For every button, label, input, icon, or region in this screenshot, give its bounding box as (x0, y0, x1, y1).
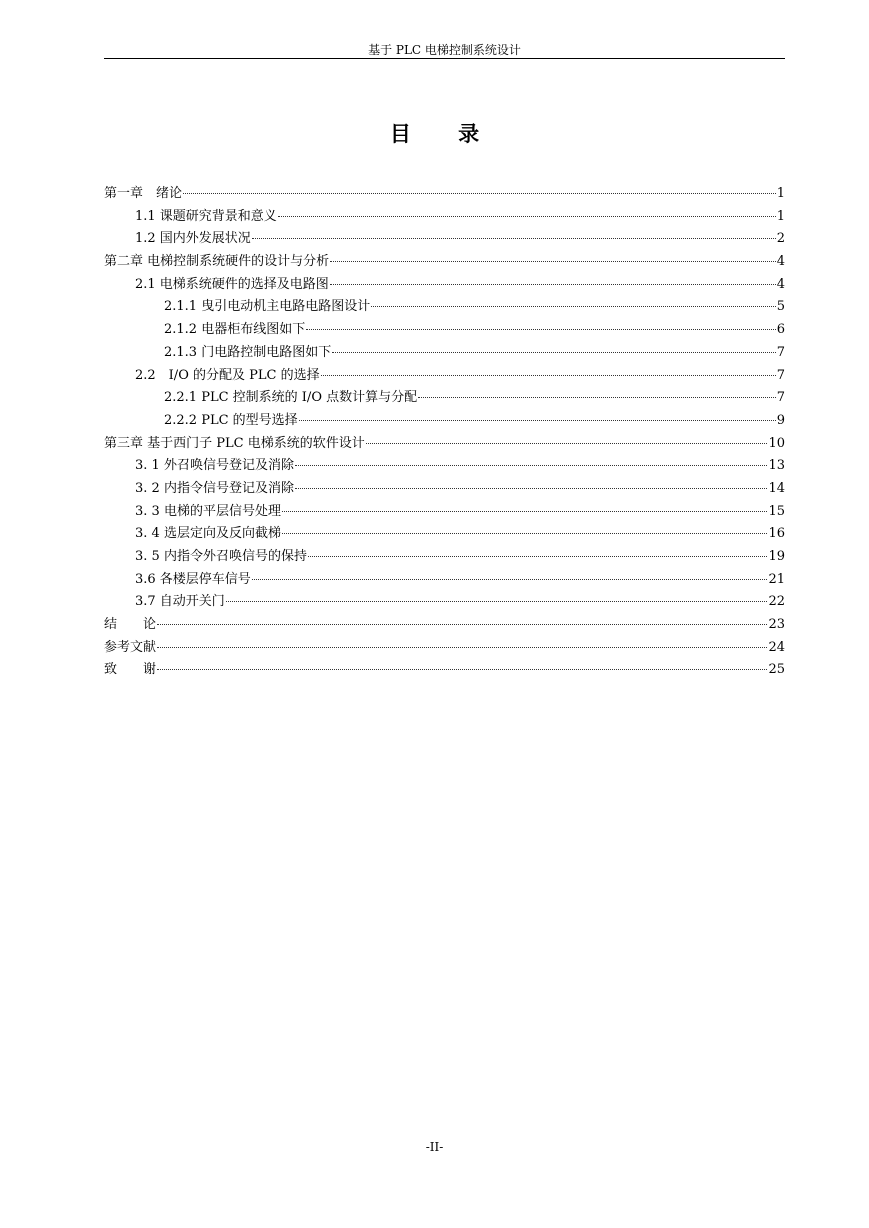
toc-entry-label: 3.7 自动开关门 (135, 594, 225, 610)
toc-entry-page: 19 (768, 549, 785, 564)
toc-dot-leader (157, 624, 767, 625)
toc-entry-page: 16 (768, 526, 785, 542)
toc-entry-label: 3. 1 外召唤信号登记及消除 (135, 458, 294, 474)
toc-entry-label: 2.2.1 PLC 控制系统的 I/O 点数计算与分配 (164, 390, 418, 406)
toc-entry-page: 4 (776, 276, 785, 292)
toc-entry[interactable] (104, 637, 785, 660)
toc-entry[interactable] (104, 546, 785, 569)
toc-entry-page: 2 (776, 231, 785, 247)
toc-entry-page: 10 (768, 435, 785, 451)
toc-entry-label: 第一章 绪论 (104, 186, 183, 201)
toc-entry-page: 5 (776, 299, 785, 315)
toc-entry-label: 2.2 I/O 的分配及 PLC 的选择 (135, 367, 320, 383)
toc-entry[interactable] (104, 228, 785, 251)
toc-entry[interactable] (104, 183, 785, 206)
toc-dot-leader (183, 193, 776, 194)
running-header: 基于 PLC 电梯控制系统设计 (104, 43, 785, 59)
toc-entry[interactable] (104, 274, 785, 297)
toc-entry-label: 1.1 课题研究背景和意义 (135, 208, 277, 224)
toc-entry[interactable] (104, 614, 785, 637)
toc-entry[interactable] (104, 410, 785, 433)
toc-title: 目 录 (389, 121, 500, 146)
toc-dot-leader (330, 261, 776, 262)
toc-entry-page: 1 (776, 186, 785, 201)
toc-entry[interactable] (104, 659, 785, 682)
toc-entry-page: 14 (768, 480, 785, 496)
toc-entry[interactable] (104, 251, 785, 274)
toc-dot-leader (330, 284, 776, 285)
toc-entry-label: 1.2 国内外发展状况 (135, 231, 251, 247)
toc-dot-leader (278, 216, 776, 217)
toc-entry[interactable] (104, 296, 785, 319)
toc-entry-label: 3. 3 电梯的平层信号处理 (135, 503, 281, 519)
toc-entry-label: 第二章 电梯控制系统硬件的设计与分析 (104, 254, 330, 270)
table-of-contents (104, 183, 785, 682)
toc-dot-leader (157, 669, 767, 670)
toc-entry-page: 25 (768, 662, 785, 678)
toc-entry[interactable] (104, 523, 785, 546)
toc-dot-leader (332, 352, 776, 353)
toc-entry[interactable] (104, 591, 785, 614)
toc-entry[interactable] (104, 501, 785, 524)
toc-entry[interactable] (104, 569, 785, 592)
page-number: -II- (425, 1140, 444, 1154)
toc-entry-label: 2.1.2 电器柜布线图如下 (164, 322, 306, 338)
toc-entry-page: 7 (776, 367, 785, 383)
toc-entry-page: 6 (776, 322, 785, 338)
toc-dot-leader (282, 511, 768, 512)
toc-entry-label: 2.2.2 PLC 的型号选择 (164, 412, 298, 428)
toc-entry[interactable] (104, 319, 785, 342)
toc-entry-label: 3.6 各楼层停车信号 (135, 571, 251, 587)
toc-entry-label: 结 论 (104, 617, 157, 633)
toc-dot-leader (226, 601, 768, 602)
toc-dot-leader (295, 488, 768, 489)
toc-entry-page: 21 (768, 571, 785, 587)
toc-entry-label: 第三章 基于西门子 PLC 电梯系统的软件设计 (104, 435, 365, 451)
toc-entry[interactable] (104, 206, 785, 229)
toc-entry[interactable] (104, 387, 785, 410)
toc-dot-leader (371, 306, 776, 307)
toc-entry-label: 3. 5 内指令外召唤信号的保持 (135, 549, 307, 564)
toc-entry[interactable] (104, 365, 785, 388)
toc-dot-leader (299, 420, 776, 421)
toc-entry-page: 24 (768, 639, 785, 655)
toc-entry-page: 15 (768, 503, 785, 519)
toc-entry-page: 4 (776, 254, 785, 270)
toc-entry[interactable] (104, 478, 785, 501)
toc-entry-label: 致 谢 (104, 662, 157, 678)
toc-dot-leader (295, 465, 768, 466)
toc-entry-label: 2.1.3 门电路控制电路图如下 (164, 344, 332, 360)
toc-entry-page: 22 (768, 594, 785, 610)
toc-dot-leader (252, 238, 776, 239)
toc-entry[interactable] (104, 455, 785, 478)
toc-entry-page: 9 (776, 412, 785, 428)
toc-entry[interactable] (104, 342, 785, 365)
toc-dot-leader (252, 579, 768, 580)
toc-dot-leader (418, 397, 776, 398)
toc-entry-page: 13 (768, 458, 785, 474)
toc-entry-page: 7 (776, 390, 785, 406)
toc-entry-page: 1 (776, 208, 785, 224)
toc-entry-page: 23 (768, 617, 785, 633)
toc-entry-label: 3. 4 选层定向及反向截梯 (135, 526, 281, 542)
toc-entry[interactable] (104, 433, 785, 456)
toc-dot-leader (157, 647, 767, 648)
toc-entry-page: 7 (776, 344, 785, 360)
toc-dot-leader (321, 375, 776, 376)
toc-dot-leader (308, 556, 768, 557)
toc-dot-leader (282, 533, 768, 534)
toc-dot-leader (306, 329, 776, 330)
toc-entry-label: 2.1 电梯系统硬件的选择及电路图 (135, 276, 329, 292)
toc-entry-label: 参考文献 (104, 639, 157, 655)
toc-entry-label: 3. 2 内指令信号登记及消除 (135, 480, 294, 496)
toc-entry-label: 2.1.1 曳引电动机主电路电路图设计 (164, 299, 371, 315)
toc-dot-leader (366, 443, 768, 444)
